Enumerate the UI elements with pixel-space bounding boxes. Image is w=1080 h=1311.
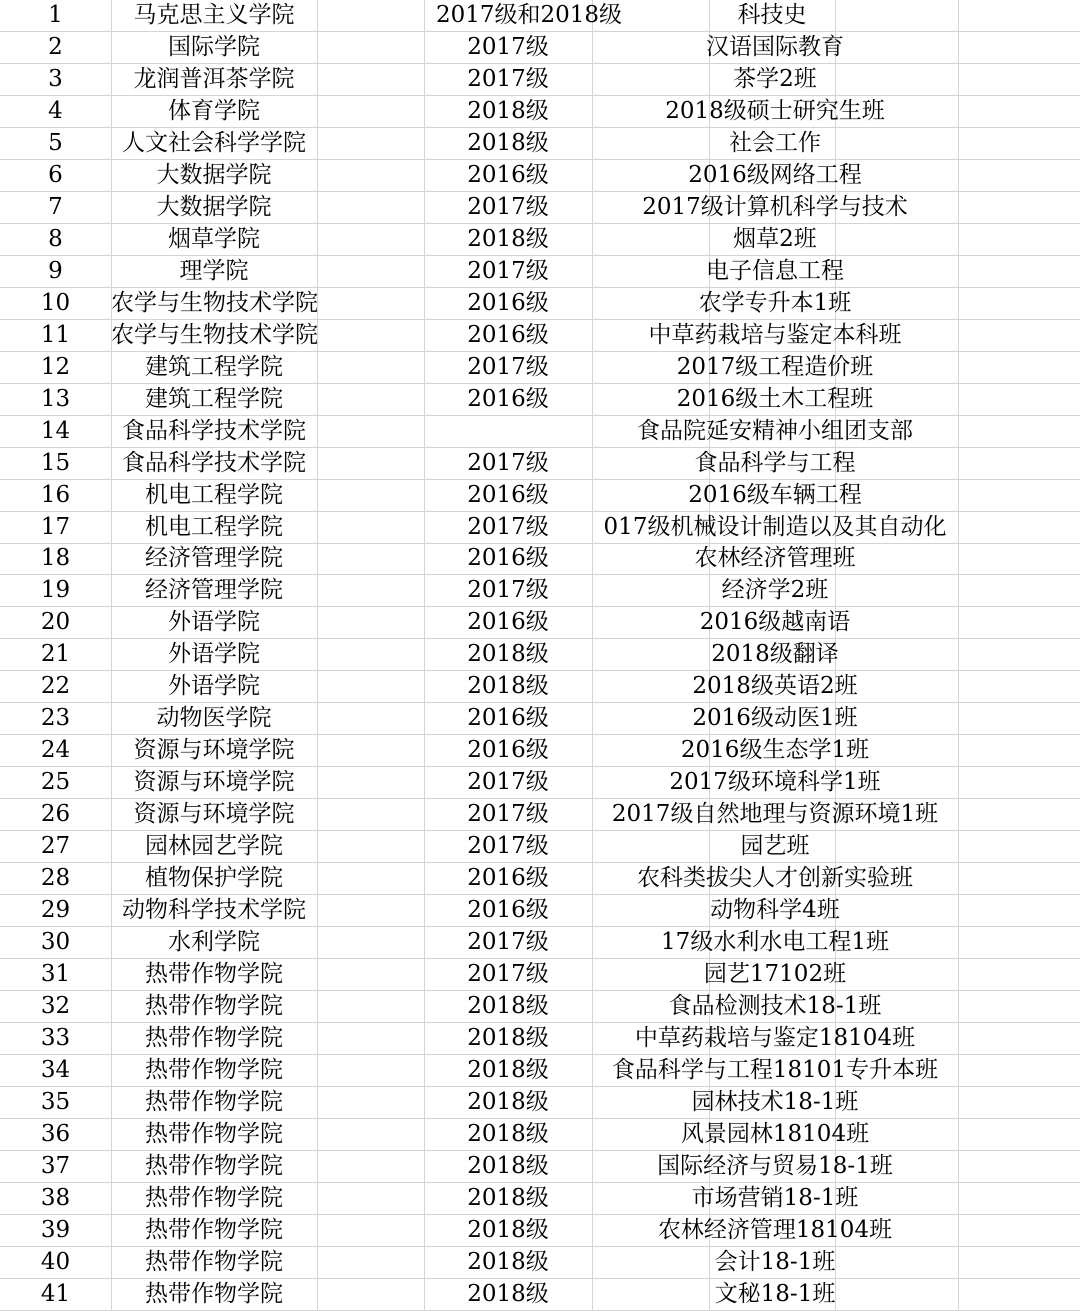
grade-cell[interactable]: 2016级 bbox=[467, 705, 549, 732]
college-cell[interactable]: 大数据学院 bbox=[156, 193, 272, 220]
college-cell[interactable]: 植物保护学院 bbox=[145, 865, 283, 892]
college-cell[interactable]: 食品科学技术学院 bbox=[122, 417, 306, 444]
grade-cell[interactable]: 2018级 bbox=[467, 1025, 549, 1052]
class-cell[interactable]: 国际经济与贸易18-1班 bbox=[657, 1152, 893, 1179]
class-cell[interactable]: 风景园林18104班 bbox=[680, 1120, 870, 1147]
table-row[interactable] bbox=[0, 863, 1080, 895]
college-cell[interactable]: 热带作物学院 bbox=[145, 1025, 283, 1052]
table-row[interactable] bbox=[0, 543, 1080, 575]
table-row[interactable] bbox=[0, 639, 1080, 671]
class-cell[interactable]: 动物科学4班 bbox=[710, 897, 840, 924]
college-cell[interactable]: 动物科学技术学院 bbox=[122, 897, 306, 924]
table-row[interactable] bbox=[0, 160, 1080, 192]
college-cell[interactable]: 外语学院 bbox=[168, 673, 260, 700]
row-number-cell[interactable]: 28 bbox=[40, 865, 71, 892]
college-cell[interactable]: 大数据学院 bbox=[156, 161, 272, 188]
class-cell[interactable]: 2018级翻译 bbox=[711, 641, 839, 668]
row-number-cell[interactable]: 2 bbox=[48, 33, 63, 60]
college-cell[interactable]: 国际学院 bbox=[168, 33, 260, 60]
table-row[interactable] bbox=[0, 1151, 1080, 1183]
college-cell[interactable]: 龙润普洱茶学院 bbox=[133, 65, 295, 92]
grade-cell[interactable]: 2017级 bbox=[467, 33, 549, 60]
class-cell[interactable]: 电子信息工程 bbox=[706, 257, 844, 284]
class-cell[interactable]: 中草药栽培与鉴定18104班 bbox=[634, 1025, 916, 1052]
grade-cell[interactable]: 2016级 bbox=[467, 609, 549, 636]
class-cell[interactable]: 园艺班 bbox=[740, 833, 810, 860]
class-cell[interactable]: 园艺17102班 bbox=[703, 961, 847, 988]
table-row[interactable] bbox=[0, 384, 1080, 416]
college-cell[interactable]: 食品科学技术学院 bbox=[122, 449, 306, 476]
table-row[interactable] bbox=[0, 96, 1080, 128]
class-cell[interactable]: 2017级工程造价班 bbox=[676, 353, 874, 380]
row-number-cell[interactable]: 8 bbox=[48, 225, 63, 252]
class-cell[interactable]: 2017级环境科学1班 bbox=[669, 769, 881, 796]
table-row[interactable] bbox=[0, 671, 1080, 703]
college-cell[interactable]: 热带作物学院 bbox=[145, 993, 283, 1020]
class-cell[interactable]: 2017级计算机科学与技术 bbox=[642, 193, 908, 220]
class-cell[interactable]: 2016级土木工程班 bbox=[676, 385, 874, 412]
grade-cell[interactable]: 2018级 bbox=[467, 129, 549, 156]
row-number-cell[interactable]: 11 bbox=[40, 321, 71, 348]
class-cell[interactable]: 园林技术18-1班 bbox=[691, 1088, 859, 1115]
college-cell[interactable]: 机电工程学院 bbox=[145, 513, 283, 540]
college-cell[interactable]: 建筑工程学院 bbox=[145, 353, 283, 380]
row-number-cell[interactable]: 38 bbox=[40, 1184, 71, 1211]
grade-cell[interactable]: 2017级 bbox=[467, 769, 549, 796]
college-cell[interactable]: 热带作物学院 bbox=[145, 1152, 283, 1179]
table-row[interactable] bbox=[0, 128, 1080, 160]
class-cell[interactable]: 17级水利水电工程1班 bbox=[661, 929, 889, 956]
class-cell[interactable]: 科技史 bbox=[737, 2, 807, 28]
college-cell[interactable]: 建筑工程学院 bbox=[145, 385, 283, 412]
table-row[interactable] bbox=[0, 448, 1080, 480]
grade-cell[interactable]: 2017级 bbox=[467, 513, 549, 540]
row-number-cell[interactable]: 19 bbox=[40, 577, 71, 604]
row-number-cell[interactable]: 40 bbox=[40, 1248, 71, 1275]
college-cell[interactable]: 马克思主义学院 bbox=[133, 2, 295, 28]
grade-cell[interactable]: 2017级 bbox=[467, 257, 549, 284]
row-number-cell[interactable]: 10 bbox=[40, 289, 71, 316]
class-cell[interactable]: 2018级英语2班 bbox=[692, 673, 858, 700]
row-number-cell[interactable]: 9 bbox=[48, 257, 63, 284]
college-cell[interactable]: 热带作物学院 bbox=[145, 1120, 283, 1147]
table-row[interactable] bbox=[0, 959, 1080, 991]
college-cell[interactable]: 动物医学院 bbox=[156, 705, 272, 732]
row-number-cell[interactable]: 16 bbox=[40, 481, 71, 508]
grade-cell[interactable]: 2016级 bbox=[467, 385, 549, 412]
row-number-cell[interactable]: 26 bbox=[40, 801, 71, 828]
row-number-cell[interactable]: 6 bbox=[48, 161, 63, 188]
grade-cell[interactable]: 2018级 bbox=[467, 1088, 549, 1115]
table-row[interactable] bbox=[0, 1055, 1080, 1087]
college-cell[interactable]: 热带作物学院 bbox=[145, 1248, 283, 1275]
row-number-cell[interactable]: 12 bbox=[40, 353, 71, 380]
grade-cell[interactable]: 2017级 bbox=[467, 193, 549, 220]
grade-cell[interactable]: 2016级 bbox=[467, 321, 549, 348]
table-row[interactable] bbox=[0, 416, 1080, 448]
row-number-cell[interactable]: 18 bbox=[40, 545, 71, 572]
row-number-cell[interactable]: 13 bbox=[40, 385, 71, 412]
row-number-cell[interactable]: 14 bbox=[40, 417, 71, 444]
row-number-cell[interactable]: 5 bbox=[48, 129, 63, 156]
table-row[interactable] bbox=[0, 256, 1080, 288]
table-row[interactable] bbox=[0, 895, 1080, 927]
class-cell[interactable]: 农林经济管理18104班 bbox=[657, 1216, 893, 1243]
class-cell[interactable]: 2016级越南语 bbox=[699, 609, 851, 636]
class-cell[interactable]: 2018级硕士研究生班 bbox=[665, 97, 885, 124]
class-cell[interactable]: 文秘18-1班 bbox=[714, 1280, 836, 1307]
row-number-cell[interactable]: 23 bbox=[40, 705, 71, 732]
grade-cell[interactable]: 2016级 bbox=[467, 161, 549, 188]
table-row[interactable] bbox=[0, 64, 1080, 96]
grade-cell[interactable]: 2018级 bbox=[467, 1216, 549, 1243]
class-cell[interactable]: 农科类拔尖人才创新实验班 bbox=[637, 865, 913, 892]
class-cell[interactable]: 食品检测技术18-1班 bbox=[668, 993, 882, 1020]
grade-cell[interactable]: 2016级 bbox=[467, 289, 549, 316]
table-row[interactable] bbox=[0, 1087, 1080, 1119]
table-row[interactable] bbox=[0, 0, 1080, 32]
grade-cell[interactable]: 2018级 bbox=[467, 1184, 549, 1211]
row-number-cell[interactable]: 31 bbox=[40, 961, 71, 988]
table-row[interactable] bbox=[0, 1279, 1080, 1311]
row-number-cell[interactable]: 41 bbox=[40, 1280, 71, 1307]
row-number-cell[interactable]: 29 bbox=[40, 897, 71, 924]
table-row[interactable] bbox=[0, 927, 1080, 959]
college-cell[interactable]: 经济管理学院 bbox=[145, 577, 283, 604]
row-number-cell[interactable]: 36 bbox=[40, 1120, 71, 1147]
grade-cell[interactable]: 2018级 bbox=[467, 97, 549, 124]
college-cell[interactable]: 热带作物学院 bbox=[145, 1280, 283, 1307]
class-cell[interactable]: 中草药栽培与鉴定本科班 bbox=[648, 321, 902, 348]
row-number-cell[interactable]: 20 bbox=[40, 609, 71, 636]
college-cell[interactable]: 资源与环境学院 bbox=[133, 801, 295, 828]
college-cell[interactable]: 热带作物学院 bbox=[145, 1088, 283, 1115]
class-cell[interactable]: 2016级车辆工程 bbox=[688, 481, 862, 508]
row-number-cell[interactable]: 34 bbox=[40, 1057, 71, 1083]
row-number-cell[interactable]: 24 bbox=[40, 737, 71, 764]
grade-cell[interactable]: 2018级 bbox=[467, 1152, 549, 1179]
grade-cell[interactable]: 2017级 bbox=[467, 449, 549, 476]
class-cell[interactable]: 会计18-1班 bbox=[714, 1248, 836, 1275]
row-number-cell[interactable]: 17 bbox=[40, 513, 71, 540]
college-cell[interactable]: 园林园艺学院 bbox=[145, 833, 283, 860]
grade-cell[interactable]: 2018级 bbox=[467, 225, 549, 252]
class-cell[interactable]: 2016级网络工程 bbox=[688, 161, 862, 188]
table-row[interactable] bbox=[0, 1023, 1080, 1055]
grade-cell[interactable]: 2016级 bbox=[467, 545, 549, 572]
college-cell[interactable]: 热带作物学院 bbox=[145, 961, 283, 988]
table-row[interactable] bbox=[0, 1119, 1080, 1151]
row-number-cell[interactable]: 32 bbox=[40, 993, 71, 1020]
table-row[interactable] bbox=[0, 512, 1080, 544]
college-cell[interactable]: 理学院 bbox=[179, 257, 249, 284]
class-cell[interactable]: 农学专升本1班 bbox=[698, 289, 852, 316]
grade-cell[interactable]: 2018级 bbox=[467, 993, 549, 1020]
table-row[interactable] bbox=[0, 575, 1080, 607]
row-number-cell[interactable]: 1 bbox=[48, 2, 63, 28]
table-row[interactable] bbox=[0, 607, 1080, 639]
row-number-cell[interactable]: 7 bbox=[48, 193, 63, 220]
college-cell[interactable]: 热带作物学院 bbox=[145, 1057, 283, 1083]
college-cell[interactable]: 水利学院 bbox=[168, 929, 260, 956]
grade-cell[interactable]: 2017级 bbox=[467, 929, 549, 956]
class-cell[interactable]: 经济学2班 bbox=[721, 577, 829, 604]
grade-cell[interactable] bbox=[424, 416, 592, 447]
row-number-cell[interactable]: 39 bbox=[40, 1216, 71, 1243]
grade-cell[interactable]: 2018级 bbox=[467, 1057, 549, 1083]
table-row[interactable] bbox=[0, 192, 1080, 224]
grade-cell[interactable]: 2018级 bbox=[467, 1120, 549, 1147]
table-row[interactable] bbox=[0, 1215, 1080, 1247]
table-row[interactable] bbox=[0, 991, 1080, 1023]
college-cell[interactable]: 经济管理学院 bbox=[145, 545, 283, 572]
table-row[interactable] bbox=[0, 352, 1080, 384]
class-cell[interactable]: 2016级生态学1班 bbox=[680, 737, 870, 764]
row-number-cell[interactable]: 33 bbox=[40, 1025, 71, 1052]
class-cell[interactable]: 市场营销18-1班 bbox=[691, 1184, 859, 1211]
table-row[interactable] bbox=[0, 224, 1080, 256]
college-cell[interactable]: 烟草学院 bbox=[168, 225, 260, 252]
college-cell[interactable]: 热带作物学院 bbox=[145, 1216, 283, 1243]
class-cell[interactable]: 2016级动医1班 bbox=[692, 705, 858, 732]
grade-cell[interactable]: 2016级 bbox=[467, 737, 549, 764]
college-cell[interactable]: 农学与生物技术学院 bbox=[111, 289, 318, 316]
class-cell[interactable]: 烟草2班 bbox=[733, 225, 817, 252]
class-cell[interactable]: 社会工作 bbox=[729, 129, 821, 156]
table-row[interactable] bbox=[0, 288, 1080, 320]
row-number-cell[interactable]: 4 bbox=[48, 97, 63, 124]
class-cell[interactable]: 汉语国际教育 bbox=[706, 33, 844, 60]
grade-cell[interactable]: 2017级 bbox=[467, 961, 549, 988]
row-number-cell[interactable]: 21 bbox=[40, 641, 71, 668]
grade-cell[interactable]: 2018级 bbox=[467, 641, 549, 668]
college-cell[interactable]: 人文社会科学学院 bbox=[122, 129, 306, 156]
grade-cell[interactable]: 2016级 bbox=[467, 897, 549, 924]
college-cell[interactable]: 外语学院 bbox=[168, 609, 260, 636]
table-row[interactable] bbox=[0, 831, 1080, 863]
row-number-cell[interactable]: 37 bbox=[40, 1152, 71, 1179]
row-number-cell[interactable]: 22 bbox=[40, 673, 71, 700]
table-row[interactable] bbox=[0, 703, 1080, 735]
row-number-cell[interactable]: 30 bbox=[40, 929, 71, 956]
table-row[interactable] bbox=[0, 1247, 1080, 1279]
grade-cell[interactable]: 2016级 bbox=[467, 481, 549, 508]
grade-cell[interactable]: 2018级 bbox=[467, 673, 549, 700]
grade-cell[interactable]: 2018级 bbox=[467, 1280, 549, 1307]
class-cell[interactable]: 食品科学与工程18101专升本班 bbox=[611, 1057, 939, 1083]
college-cell[interactable]: 热带作物学院 bbox=[145, 1184, 283, 1211]
college-cell[interactable]: 资源与环境学院 bbox=[133, 769, 295, 796]
college-cell[interactable]: 体育学院 bbox=[168, 97, 260, 124]
college-cell[interactable]: 农学与生物技术学院 bbox=[111, 321, 318, 348]
table-row[interactable] bbox=[0, 320, 1080, 352]
row-number-cell[interactable]: 27 bbox=[40, 833, 71, 860]
grade-cell[interactable]: 2017级 bbox=[467, 65, 549, 92]
table-row[interactable] bbox=[0, 799, 1080, 831]
table-row[interactable] bbox=[0, 767, 1080, 799]
college-cell[interactable]: 资源与环境学院 bbox=[133, 737, 295, 764]
row-number-cell[interactable]: 15 bbox=[40, 449, 71, 476]
table-row[interactable] bbox=[0, 480, 1080, 512]
class-cell[interactable]: 农林经济管理班 bbox=[694, 545, 856, 572]
grade-cell[interactable]: 2016级 bbox=[467, 865, 549, 892]
class-cell[interactable]: 茶学2班 bbox=[733, 65, 817, 92]
class-cell[interactable]: 食品科学与工程 bbox=[694, 449, 856, 476]
grade-cell[interactable]: 2017级 bbox=[467, 577, 549, 604]
class-cell[interactable]: 食品院延安精神小组团支部 bbox=[637, 417, 913, 444]
row-number-cell[interactable]: 35 bbox=[40, 1088, 71, 1115]
grade-cell[interactable]: 2017级和2018级 bbox=[435, 2, 623, 28]
grade-cell[interactable]: 2017级 bbox=[467, 833, 549, 860]
table-row[interactable] bbox=[0, 1183, 1080, 1215]
class-cell[interactable]: 017级机械设计制造以及其自动化 bbox=[603, 513, 947, 540]
grade-cell[interactable]: 2017级 bbox=[467, 353, 549, 380]
table-row[interactable] bbox=[0, 32, 1080, 64]
table-row[interactable] bbox=[0, 735, 1080, 767]
row-number-cell[interactable]: 25 bbox=[40, 769, 71, 796]
college-cell[interactable]: 外语学院 bbox=[168, 641, 260, 668]
grade-cell[interactable]: 2017级 bbox=[467, 801, 549, 828]
grade-cell[interactable]: 2018级 bbox=[467, 1248, 549, 1275]
class-cell[interactable]: 2017级自然地理与资源环境1班 bbox=[611, 801, 939, 828]
college-cell[interactable]: 机电工程学院 bbox=[145, 481, 283, 508]
row-number-cell[interactable]: 3 bbox=[48, 65, 63, 92]
